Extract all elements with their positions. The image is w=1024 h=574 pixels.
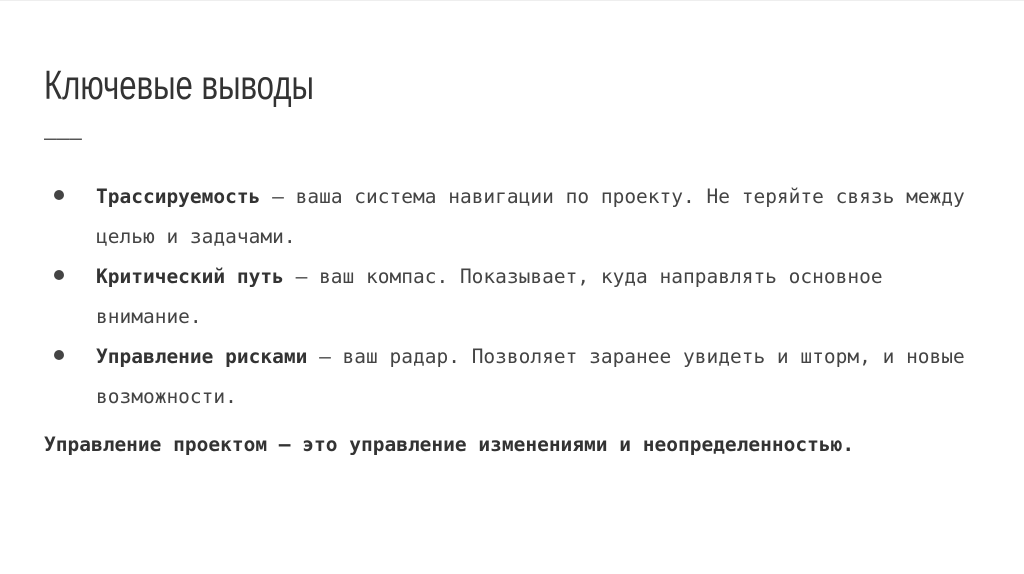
list-item [44,257,994,337]
conclusion-text: Управление проектом — это управление изменениями и неопределенностью. [44,433,855,456]
title-divider: ——— [44,126,82,150]
key-points-list [44,177,994,417]
bullet-icon [54,270,64,280]
bullet-icon [54,190,64,200]
point-text: — ваш компас. Показывает, куда направлять основное внимание. [96,265,883,328]
point-term: Управление рисками [96,345,308,368]
point-term: Трассируемость [96,185,261,208]
list-item [44,337,994,417]
bullet-icon [54,350,64,360]
point-text: — ваша система навигации по проекту. Не теряйте связь между целью и задачами. [96,185,965,248]
point-text: — ваш радар. Позволяет заранее увидеть и шторм, и новые возможности. [96,345,965,408]
point-term: Критический путь [96,265,284,288]
list-item [44,177,994,257]
slide-title: Ключевые выводы [44,62,314,108]
